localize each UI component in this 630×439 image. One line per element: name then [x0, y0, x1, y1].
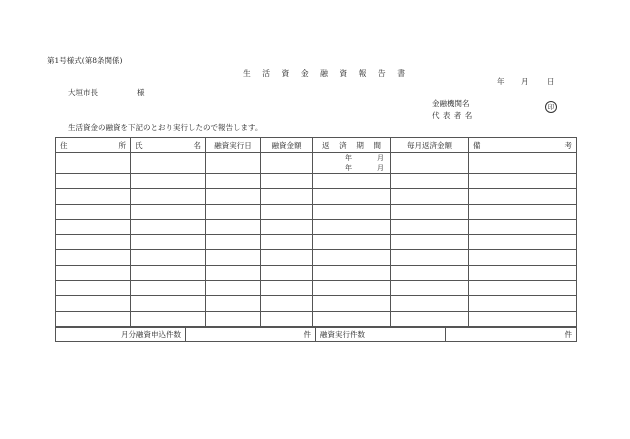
- name-cell[interactable]: [131, 153, 206, 174]
- date-month-label: 月: [521, 77, 529, 86]
- col-remarks: 備 考: [469, 138, 577, 153]
- executions-count-label: 融資実行件数: [316, 328, 446, 342]
- repayment-period-cell[interactable]: [313, 296, 391, 311]
- remarks-cell[interactable]: [469, 204, 577, 219]
- col-name: 氏 名: [131, 138, 206, 153]
- loan-date-cell[interactable]: [206, 189, 261, 204]
- name-cell[interactable]: [131, 250, 206, 265]
- date-year-label: 年: [497, 77, 505, 86]
- loan-amount-cell[interactable]: [261, 153, 313, 174]
- remarks-cell[interactable]: [469, 281, 577, 296]
- loan-amount-cell[interactable]: [261, 189, 313, 204]
- remarks-cell[interactable]: [469, 235, 577, 250]
- monthly-amount-cell[interactable]: [391, 219, 469, 234]
- name-cell[interactable]: [131, 235, 206, 250]
- loan-date-cell[interactable]: [206, 296, 261, 311]
- name-cell[interactable]: [131, 311, 206, 326]
- loan-amount-cell[interactable]: [261, 219, 313, 234]
- loan-report-table: [55, 137, 577, 327]
- loan-amount-cell[interactable]: [261, 174, 313, 189]
- loan-date-cell[interactable]: [206, 281, 261, 296]
- table-row: [56, 250, 577, 265]
- period-from-month: 月: [377, 154, 384, 162]
- address-cell[interactable]: [56, 204, 131, 219]
- repayment-period-cell[interactable]: [313, 250, 391, 265]
- table-row: [56, 219, 577, 234]
- address-cell[interactable]: [56, 219, 131, 234]
- col-loan-date: 融資実行日: [206, 138, 261, 153]
- repayment-period-cell[interactable]: [313, 153, 391, 174]
- name-cell[interactable]: [131, 219, 206, 234]
- remarks-cell[interactable]: [469, 296, 577, 311]
- monthly-amount-cell[interactable]: [391, 311, 469, 326]
- address-cell[interactable]: [56, 174, 131, 189]
- loan-date-cell[interactable]: [206, 235, 261, 250]
- remarks-cell[interactable]: [469, 311, 577, 326]
- address-cell[interactable]: [56, 153, 131, 174]
- seal-icon: 印: [545, 101, 557, 113]
- table-header-row: [56, 138, 577, 153]
- applications-count-field[interactable]: 件: [186, 328, 316, 342]
- table-row: [56, 265, 577, 280]
- summary-row: [56, 328, 577, 342]
- remarks-cell[interactable]: [469, 250, 577, 265]
- table-row: [56, 235, 577, 250]
- table-row: [56, 204, 577, 219]
- col-loan-amount: 融資金額: [261, 138, 313, 153]
- monthly-amount-cell[interactable]: [391, 204, 469, 219]
- address-cell[interactable]: [56, 311, 131, 326]
- table-row: [56, 311, 577, 326]
- loan-amount-cell[interactable]: [261, 296, 313, 311]
- repayment-period-cell[interactable]: [313, 235, 391, 250]
- loan-date-cell[interactable]: [206, 174, 261, 189]
- summary-table: [55, 327, 577, 342]
- table-row: [56, 281, 577, 296]
- address-cell[interactable]: [56, 189, 131, 204]
- representative-label: 代表者名: [432, 111, 476, 120]
- form-number-label: 第1号様式(第8条関係): [47, 56, 123, 65]
- loan-amount-cell[interactable]: [261, 311, 313, 326]
- monthly-amount-cell[interactable]: [391, 265, 469, 280]
- date-day-label: 日: [547, 77, 555, 86]
- name-cell[interactable]: [131, 296, 206, 311]
- repayment-period-cell[interactable]: [313, 311, 391, 326]
- executions-count-field[interactable]: 件: [446, 328, 577, 342]
- monthly-amount-cell[interactable]: [391, 153, 469, 174]
- loan-amount-cell[interactable]: [261, 281, 313, 296]
- table-row: [56, 189, 577, 204]
- monthly-amount-cell[interactable]: [391, 189, 469, 204]
- addressee-suffix: 様: [137, 88, 145, 97]
- addressee: 大垣市長: [68, 88, 98, 97]
- address-cell[interactable]: [56, 250, 131, 265]
- period-to-year: 年: [345, 164, 352, 172]
- repayment-period-cell[interactable]: [313, 265, 391, 280]
- loan-date-cell[interactable]: [206, 265, 261, 280]
- remarks-cell[interactable]: [469, 174, 577, 189]
- remarks-cell[interactable]: [469, 189, 577, 204]
- name-cell[interactable]: [131, 204, 206, 219]
- remarks-cell[interactable]: [469, 153, 577, 174]
- monthly-amount-cell[interactable]: [391, 235, 469, 250]
- address-cell[interactable]: [56, 265, 131, 280]
- name-cell[interactable]: [131, 189, 206, 204]
- period-from-year: 年: [345, 154, 352, 162]
- address-cell[interactable]: [56, 235, 131, 250]
- loan-amount-cell[interactable]: [261, 235, 313, 250]
- intro-text: 生活資金の融資を下記のとおり実行したので報告します。: [68, 123, 263, 132]
- loan-date-cell[interactable]: [206, 153, 261, 174]
- remarks-cell[interactable]: [469, 219, 577, 234]
- loan-date-cell[interactable]: [206, 219, 261, 234]
- applications-count-label: 月分融資申込件数: [56, 328, 186, 342]
- monthly-amount-cell[interactable]: [391, 174, 469, 189]
- monthly-amount-cell[interactable]: [391, 281, 469, 296]
- name-cell[interactable]: [131, 265, 206, 280]
- col-address: 住 所: [56, 138, 131, 153]
- address-cell[interactable]: [56, 281, 131, 296]
- table-row: [56, 296, 577, 311]
- loan-amount-cell[interactable]: [261, 265, 313, 280]
- remarks-cell[interactable]: [469, 265, 577, 280]
- repayment-period-cell[interactable]: [313, 281, 391, 296]
- col-monthly-amount: 毎月返済金額: [391, 138, 469, 153]
- table-row: [56, 153, 577, 174]
- monthly-amount-cell[interactable]: [391, 250, 469, 265]
- monthly-amount-cell[interactable]: [391, 296, 469, 311]
- institution-label: 金融機関名: [432, 99, 470, 108]
- col-repayment-period: 返 済 期 間: [313, 138, 391, 153]
- repayment-period-cell[interactable]: [313, 219, 391, 234]
- loan-date-cell[interactable]: [206, 311, 261, 326]
- repayment-period-cell[interactable]: [313, 189, 391, 204]
- address-cell[interactable]: [56, 296, 131, 311]
- loan-date-cell[interactable]: [206, 204, 261, 219]
- loan-amount-cell[interactable]: [261, 250, 313, 265]
- name-cell[interactable]: [131, 281, 206, 296]
- document-title: 生 活 資 金 融 資 報 告 書: [243, 69, 410, 78]
- table-row: [56, 174, 577, 189]
- repayment-period-cell[interactable]: [313, 174, 391, 189]
- loan-date-cell[interactable]: [206, 250, 261, 265]
- period-to-month: 月: [377, 164, 384, 172]
- name-cell[interactable]: [131, 174, 206, 189]
- repayment-period-cell[interactable]: [313, 204, 391, 219]
- loan-amount-cell[interactable]: [261, 204, 313, 219]
